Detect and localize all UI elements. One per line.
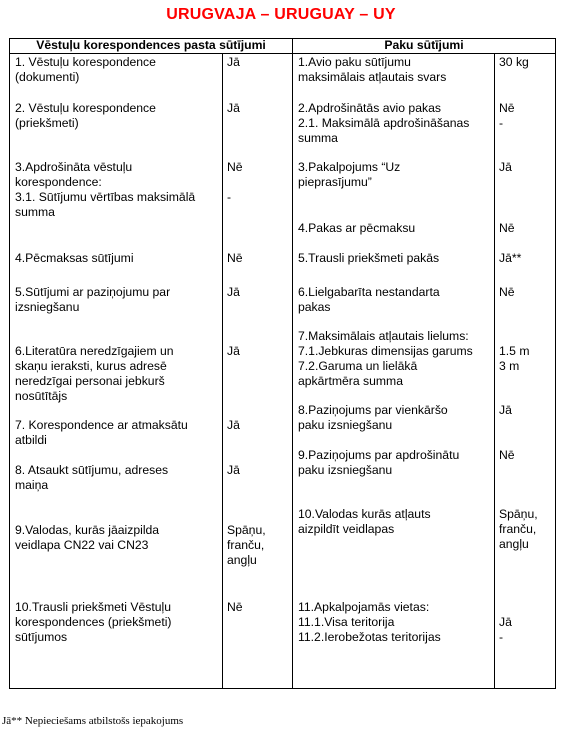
parcels-item-value: Jā bbox=[499, 160, 512, 174]
parcels-values-column bbox=[495, 54, 555, 688]
parcels-item-label: 6.Lielgabarīta nestandarta pakas bbox=[298, 285, 440, 314]
letters-values-column bbox=[223, 54, 292, 688]
letters-item-value: Nē - bbox=[227, 160, 243, 204]
parcels-header: Paku sūtījumi bbox=[293, 39, 556, 54]
letters-item-value: Jā bbox=[227, 101, 240, 115]
services-table bbox=[9, 38, 556, 689]
parcels-item-value: 1.5 m 3 m bbox=[499, 344, 530, 373]
letters-item-value: Jā bbox=[227, 463, 240, 477]
parcels-item-value: Jā** bbox=[499, 251, 522, 265]
letters-item-label: 7. Korespondence ar atmaksātu atbildi bbox=[15, 418, 188, 447]
letters-item-label: 4.Pēcmaksas sūtījumi bbox=[15, 251, 134, 265]
letters-item-value: Nē bbox=[227, 600, 243, 614]
letters-item-value: Jā bbox=[227, 344, 240, 358]
body-row bbox=[10, 54, 556, 689]
page-title: URUGVAJA – URUGUAY – UY bbox=[166, 6, 396, 23]
letters-item-value: Jā bbox=[227, 285, 240, 299]
letters-header: Vēstuļu korespondences pasta sūtījumi bbox=[10, 39, 293, 54]
letters-item-label: 9.Valodas, kurās jāaizpilda veidlapa CN22 vai CN23 bbox=[15, 523, 160, 552]
letters-item-label: 1. Vēstuļu korespondence (dokumenti) bbox=[15, 55, 156, 84]
letters-item-value: Jā bbox=[227, 55, 240, 69]
letters-item-label: 3.Apdrošināta vēstuļu korespondence: 3.1. Sūtījumu vērtības maksimālā summa bbox=[15, 160, 196, 219]
letters-item-label: 6.Literatūra neredzīgajiem un skaņu ieraksti, kurus adresē neredzīgai personai jebkurš nosūtītājs bbox=[15, 344, 174, 403]
letters-item-value: Nē bbox=[227, 251, 243, 265]
letters-item-label: 10.Trausli priekšmeti Vēstuļu korespondences (priekšmeti) sūtījumos bbox=[15, 600, 172, 644]
parcels-item-label: 9.Paziņojums par apdrošinātu paku izsniegšanu bbox=[298, 448, 460, 477]
parcels-item-label: 11.Apkalpojamās vietas: 11.1.Visa teritorija 11.2.Ierobežotas teritorijas bbox=[298, 600, 441, 644]
letters-item-label: 2. Vēstuļu korespondence (priekšmeti) bbox=[15, 101, 156, 130]
parcels-item-value: Nē bbox=[499, 221, 515, 235]
parcels-item-value: Jā - bbox=[499, 615, 512, 644]
parcels-item-value: Nē bbox=[499, 285, 515, 299]
letters-item-value: Spāņu, franču, angļu bbox=[227, 523, 266, 567]
parcels-labels-column bbox=[293, 54, 494, 688]
footnote: Jā** Nepieciešams atbilstošs iepakojums bbox=[2, 715, 184, 727]
parcels-item-label: 8.Paziņojums par vienkāršo paku izsniegšanu bbox=[298, 403, 448, 432]
parcels-item-value: 30 kg bbox=[499, 55, 529, 69]
parcels-item-label: 4.Pakas ar pēcmaksu bbox=[298, 221, 416, 235]
letters-item-label: 8. Atsaukt sūtījumu, adreses maiņa bbox=[15, 463, 169, 492]
parcels-item-value: Jā bbox=[499, 403, 512, 417]
parcels-item-value: Spāņu, franču, angļu bbox=[499, 507, 538, 551]
letters-item-value: Jā bbox=[227, 418, 240, 432]
letters-labels-column bbox=[10, 54, 222, 688]
parcels-item-label: 1.Avio paku sūtījumu maksimālais atļautais svars bbox=[298, 55, 447, 84]
parcels-item-label: 3.Pakalpojums “Uz pieprasījumu” bbox=[298, 160, 401, 189]
header-row bbox=[10, 39, 556, 54]
parcels-item-value: Nē - bbox=[499, 101, 515, 130]
parcels-item-value: Nē bbox=[499, 448, 515, 462]
parcels-item-label: 7.Maksimālais atļautais lielums: 7.1.Jebkuras dimensijas garums 7.2.Garuma un lielākā apkārtmēra summa bbox=[298, 329, 473, 388]
parcels-item-label: 10.Valodas kurās atļauts aizpildīt veidlapas bbox=[298, 507, 431, 536]
parcels-item-label: 5.Trausli priekšmeti pakās bbox=[298, 251, 440, 265]
letters-item-label: 5.Sūtījumi ar paziņojumu par izsniegšanu bbox=[15, 285, 171, 314]
parcels-item-label: 2.Apdrošinātās avio pakas 2.1. Maksimālā apdrošināšanas summa bbox=[298, 101, 470, 145]
